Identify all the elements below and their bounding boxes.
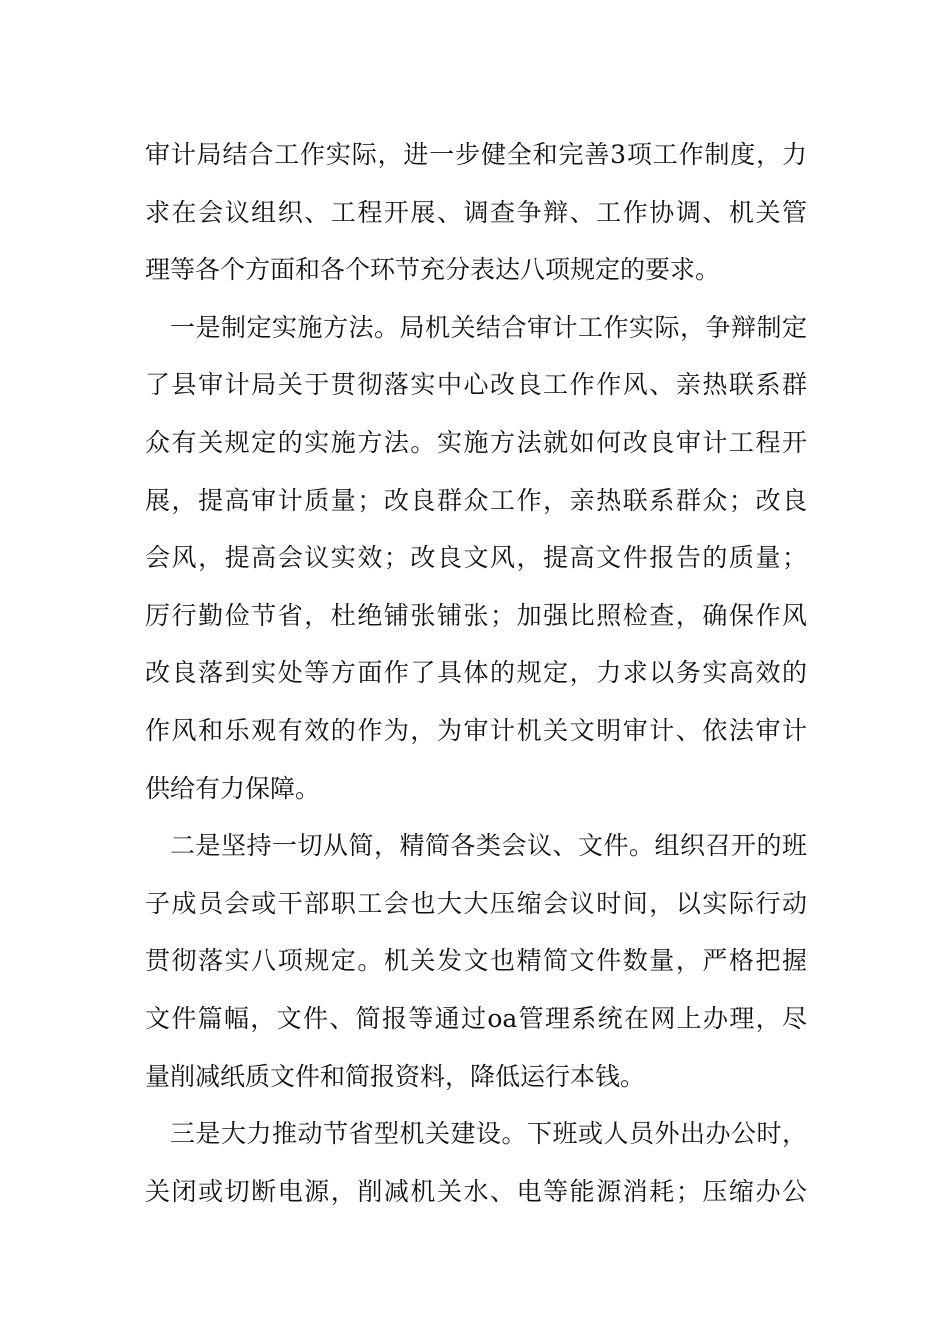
text-line: 关闭或切断电源，削减机关水、电等能源消耗；压缩办公 — [145, 1176, 807, 1206]
text-line: 了县审计局关于贯彻落实中心改良工作作风、亲热联系群 — [145, 370, 807, 400]
text-line: 理等各个方面和各个环节充分表达八项规定的要求。 — [145, 255, 721, 285]
text-line: 众有关规定的实施方法。实施方法就如何改良审计工程开 — [145, 427, 807, 457]
text-line: 厉行勤俭节省，杜绝铺张铺张；加强比照检查，确保作风 — [145, 600, 807, 630]
text-line: 文件篇幅，文件、简报等通过oa管理系统在网上办理，尽 — [145, 1003, 807, 1033]
text-line: 求在会议组织、工程开展、调查争辩、工作协调、机关管 — [145, 197, 807, 227]
text-line: 展，提高审计质量；改良群众工作，亲热联系群众；改良 — [145, 485, 807, 515]
text-line: 会风，提高会议实效；改良文风，提高文件报告的质量； — [145, 543, 807, 573]
text-line: 供给有力保障。 — [145, 773, 321, 803]
text-line: 贯彻落实八项规定。机关发文也精简文件数量，严格把握 — [145, 946, 807, 976]
text-line: 子成员会或干部职工会也大大压缩会议时间，以实际行动 — [145, 888, 807, 918]
text-line: 审计局结合工作实际，进一步健全和完善3项工作制度，力 — [145, 140, 807, 169]
text-line: 量削减纸质文件和简报资料，降低运行本钱。 — [145, 1061, 646, 1091]
text-line: 改良落到实处等方面作了具体的规定，力求以务实高效的 — [145, 658, 807, 688]
paragraph-start-line: 三是大力推动节省型机关建设。下班或人员外出办公时， — [170, 1119, 807, 1149]
document-body — [145, 126, 807, 1220]
paragraph-start-line: 一是制定实施方法。局机关结合审计工作实际，争辩制定 — [170, 312, 807, 342]
paragraph-start-line: 二是坚持一切从简，精简各类会议、文件。组织召开的班 — [170, 831, 807, 861]
text-line: 作风和乐观有效的作为，为审计机关文明审计、依法审计 — [145, 715, 807, 745]
